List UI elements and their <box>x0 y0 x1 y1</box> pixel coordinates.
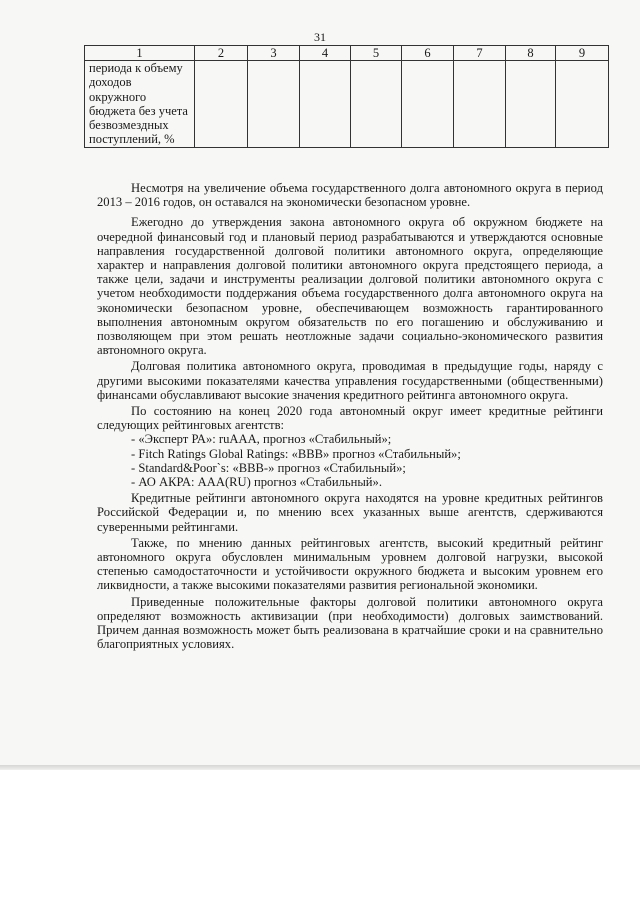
table-header-cell: 6 <box>402 46 454 61</box>
table-header-row <box>85 46 609 61</box>
paragraph: По состоянию на конец 2020 года автономный округ имеет кредитные рейтинги следующих рейтинговых агентств: <box>97 404 603 433</box>
table-cell <box>556 61 609 148</box>
paragraph: Приведенные положительные факторы долговой политики автономного округа определяют возможность активизации (при необходимости) долговых заимствований. Причем данная возможность может быть реализована в кратчайшие сроки и на сравнительно благоприятных условиях. <box>97 594 603 652</box>
table-header-cell: 5 <box>351 46 402 61</box>
scan-edge <box>0 765 640 770</box>
table-cell <box>195 61 248 148</box>
paragraph: Кредитные рейтинги автономного округа находятся на уровне кредитных рейтингов Российской Федерации и, по мнению всех указанных выше агентств, сдерживаются суверенными рейтингами. <box>97 491 603 534</box>
table-header-cell: 1 <box>85 46 195 61</box>
table-cell <box>248 61 300 148</box>
table-header-cell: 7 <box>454 46 506 61</box>
paragraph: Долговая политика автономного округа, проводимая в предыдущие годы, наряду с другими высокими показателями качества управления государственными (общественными) финансами обуславливают высокие значения кредитного рейтинга автономного округа. <box>97 359 603 402</box>
rating-item: - «Эксперт РА»: ruAAA, прогноз «Стабильный»; <box>131 432 392 447</box>
table-row <box>85 61 609 148</box>
table-header-cell: 3 <box>248 46 300 61</box>
paragraph: Ежегодно до утверждения закона автономного округа об окружном бюджете на очередной финансовый год и плановый период разрабатываются и утверждаются основные направления государственной долговой политики автономного округа, определяющие характер и направления долговой политики автономного округа предстоящего периода, а также цели, задачи и инструменты реализации долговой политики автономного округа с учетом необходимости поддержания объема государственного долга автономного округа на экономически безопасном уровне, обеспечивающем возможность гарантированного выполнения автономным округом обязательств по его погашению и обслуживанию и позволяющем при этом решать неотложные задачи социально-экономического развития автономного округа. <box>97 215 603 358</box>
table-header-cell: 8 <box>506 46 556 61</box>
rating-item: - Standard&Poor`s: «BBB-» прогноз «Стабильный»; <box>131 460 406 475</box>
table-header-cell: 2 <box>195 46 248 61</box>
page-number: 31 <box>314 30 326 44</box>
table-row-label: периода к объему доходов окружного бюджета без учета безвозмездных поступлений, % <box>85 61 195 148</box>
rating-item: - Fitch Ratings Global Ratings: «BBB» прогноз «Стабильный»; <box>131 446 461 461</box>
paragraph: Также, по мнению данных рейтинговых агентств, высокий кредитный рейтинг автономного округа обусловлен минимальным уровнем долговой нагрузки, высокой степенью самодостаточности и устойчивости окружного бюджета и высоким уровнем его ликвидности, а также высокими показателями развития региональной экономики. <box>97 535 603 593</box>
table-cell <box>506 61 556 148</box>
rating-item: - АО АКРА: AAA(RU) прогноз «Стабильный». <box>131 475 382 490</box>
table-header-cell: 4 <box>300 46 351 61</box>
rating-list <box>97 432 603 489</box>
table-cell <box>454 61 506 148</box>
table-header-cell: 9 <box>556 46 609 61</box>
body-text <box>97 181 603 652</box>
paragraph: Несмотря на увеличение объема государственного долга автономного округа в период 2013 – 2016 годов, он оставался на экономически безопасном уровне. <box>97 181 603 210</box>
table-cell <box>300 61 351 148</box>
table-cell <box>402 61 454 148</box>
table-cell <box>351 61 402 148</box>
data-table <box>84 45 609 148</box>
